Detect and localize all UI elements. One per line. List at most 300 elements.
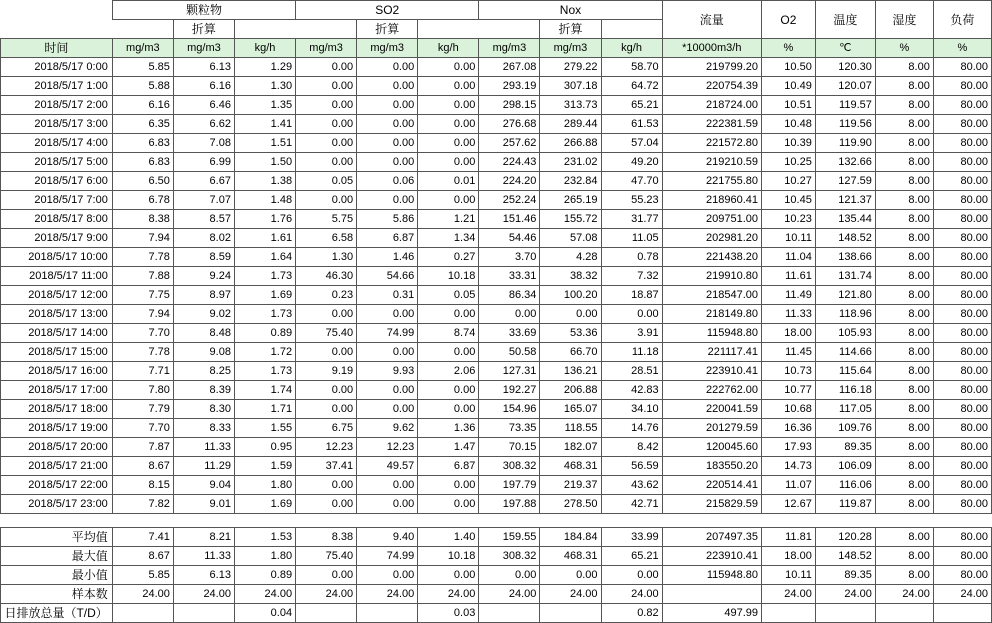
summary-value: 8.00 — [875, 566, 933, 585]
nox-kgh-blank — [601, 20, 662, 39]
summary-value: 0.00 — [540, 566, 601, 585]
row-value: 220514.41 — [662, 476, 761, 495]
row-value: 219210.59 — [662, 153, 761, 172]
row-value: 0.00 — [357, 153, 418, 172]
row-value: 8.00 — [875, 172, 933, 191]
row-value: 7.08 — [173, 134, 234, 153]
summary-label-avg: 平均值 — [1, 528, 113, 547]
particulate-kgh-blank — [234, 20, 295, 39]
row-value: 154.96 — [479, 400, 540, 419]
row-value: 231.02 — [540, 153, 601, 172]
row-value: 120.07 — [815, 77, 875, 96]
table-row — [1, 343, 992, 362]
row-value: 0.06 — [357, 172, 418, 191]
row-value: 1.41 — [234, 115, 295, 134]
row-time: 2018/5/17 21:00 — [1, 457, 113, 476]
row-value: 8.00 — [875, 419, 933, 438]
unit-nox-kgh: kg/h — [601, 39, 662, 58]
row-time: 2018/5/17 8:00 — [1, 210, 113, 229]
row-time: 2018/5/17 14:00 — [1, 324, 113, 343]
row-value: 6.58 — [296, 229, 357, 248]
row-value: 0.00 — [296, 134, 357, 153]
row-value: 118.96 — [815, 305, 875, 324]
row-value: 267.08 — [479, 58, 540, 77]
row-value: 221572.80 — [662, 134, 761, 153]
row-value: 0.27 — [418, 248, 479, 267]
row-value: 2.06 — [418, 362, 479, 381]
row-value: 11.45 — [762, 343, 816, 362]
summary-value — [479, 604, 540, 623]
row-value: 4.28 — [540, 248, 601, 267]
row-value: 0.00 — [296, 343, 357, 362]
row-value: 12.67 — [762, 495, 816, 514]
row-value: 119.57 — [815, 96, 875, 115]
row-value: 80.00 — [933, 248, 991, 267]
row-value: 43.62 — [601, 476, 662, 495]
row-value: 0.00 — [357, 305, 418, 324]
row-value: 0.00 — [357, 96, 418, 115]
row-value: 155.72 — [540, 210, 601, 229]
row-value: 8.57 — [173, 210, 234, 229]
summary-value: 74.99 — [357, 547, 418, 566]
summary-value: 223910.41 — [662, 547, 761, 566]
row-value: 8.00 — [875, 248, 933, 267]
row-value: 6.46 — [173, 96, 234, 115]
row-value: 28.51 — [601, 362, 662, 381]
summary-value — [540, 604, 601, 623]
row-value: 298.15 — [479, 96, 540, 115]
row-value: 1.80 — [234, 476, 295, 495]
summary-value — [357, 604, 418, 623]
row-value: 7.70 — [112, 324, 173, 343]
row-value: 201279.59 — [662, 419, 761, 438]
row-value: 9.62 — [357, 419, 418, 438]
row-value: 1.47 — [418, 438, 479, 457]
summary-value: 24.00 — [112, 585, 173, 604]
row-value: 42.83 — [601, 381, 662, 400]
row-time: 2018/5/17 16:00 — [1, 362, 113, 381]
row-value: 80.00 — [933, 324, 991, 343]
unit-particulate-mgm3-convert: mg/m3 — [173, 39, 234, 58]
row-value: 11.04 — [762, 248, 816, 267]
corner-blank — [1, 1, 113, 20]
row-value: 80.00 — [933, 172, 991, 191]
row-value: 11.29 — [173, 457, 234, 476]
row-value: 80.00 — [933, 96, 991, 115]
row-value: 33.69 — [479, 324, 540, 343]
row-value: 7.70 — [112, 419, 173, 438]
summary-value: 7.41 — [112, 528, 173, 547]
row-value: 61.53 — [601, 115, 662, 134]
summary-value: 65.21 — [601, 547, 662, 566]
row-value: 46.30 — [296, 267, 357, 286]
row-value: 0.00 — [296, 77, 357, 96]
row-time: 2018/5/17 2:00 — [1, 96, 113, 115]
row-value: 80.00 — [933, 58, 991, 77]
row-value: 0.00 — [357, 495, 418, 514]
row-value: 56.59 — [601, 457, 662, 476]
row-value: 8.00 — [875, 362, 933, 381]
row-value: 8.59 — [173, 248, 234, 267]
row-value: 120.30 — [815, 58, 875, 77]
row-value: 0.89 — [234, 324, 295, 343]
table-row — [1, 457, 992, 476]
row-value: 219799.20 — [662, 58, 761, 77]
group-load: 负荷 — [933, 1, 991, 39]
row-value: 8.00 — [875, 286, 933, 305]
row-time: 2018/5/17 20:00 — [1, 438, 113, 457]
row-value: 148.52 — [815, 229, 875, 248]
row-value: 10.25 — [762, 153, 816, 172]
row-value: 224.43 — [479, 153, 540, 172]
row-value: 10.68 — [762, 400, 816, 419]
row-value: 8.39 — [173, 381, 234, 400]
row-value: 7.75 — [112, 286, 173, 305]
row-value: 1.51 — [234, 134, 295, 153]
row-value: 106.09 — [815, 457, 875, 476]
row-value: 119.90 — [815, 134, 875, 153]
row-value: 0.00 — [601, 305, 662, 324]
row-value: 6.83 — [112, 153, 173, 172]
summary-value: 0.89 — [234, 566, 295, 585]
row-time: 2018/5/17 0:00 — [1, 58, 113, 77]
row-value: 0.78 — [601, 248, 662, 267]
row-value: 80.00 — [933, 267, 991, 286]
row-value: 9.08 — [173, 343, 234, 362]
row-value: 0.00 — [296, 191, 357, 210]
particulate-convert-label: 折算 — [173, 20, 234, 39]
unit-load: % — [933, 39, 991, 58]
row-value: 80.00 — [933, 381, 991, 400]
table-row — [1, 58, 992, 77]
summary-value: 89.35 — [815, 566, 875, 585]
row-value: 8.00 — [875, 229, 933, 248]
summary-row-daily — [1, 604, 992, 623]
row-value: 1.64 — [234, 248, 295, 267]
row-value: 276.68 — [479, 115, 540, 134]
row-value: 7.78 — [112, 248, 173, 267]
row-value: 222381.59 — [662, 115, 761, 134]
row-value: 116.06 — [815, 476, 875, 495]
table-row — [1, 96, 992, 115]
summary-value: 0.00 — [357, 566, 418, 585]
row-value: 202981.20 — [662, 229, 761, 248]
row-time: 2018/5/17 11:00 — [1, 267, 113, 286]
row-value: 8.00 — [875, 210, 933, 229]
row-value: 1.55 — [234, 419, 295, 438]
row-value: 0.00 — [296, 476, 357, 495]
row-value: 1.29 — [234, 58, 295, 77]
nox-convert-label: 折算 — [540, 20, 601, 39]
row-value: 119.87 — [815, 495, 875, 514]
table-row — [1, 229, 992, 248]
summary-value — [762, 604, 816, 623]
row-value: 0.00 — [296, 305, 357, 324]
row-value: 223910.41 — [662, 362, 761, 381]
row-value: 54.66 — [357, 267, 418, 286]
row-value: 8.00 — [875, 305, 933, 324]
row-value: 6.50 — [112, 172, 173, 191]
table-row — [1, 476, 992, 495]
row-value: 8.00 — [875, 77, 933, 96]
row-time: 2018/5/17 6:00 — [1, 172, 113, 191]
summary-row-max — [1, 547, 992, 566]
row-value: 57.04 — [601, 134, 662, 153]
unit-so2-mgm3: mg/m3 — [296, 39, 357, 58]
row-value: 11.33 — [173, 438, 234, 457]
row-value: 121.37 — [815, 191, 875, 210]
row-value: 219910.80 — [662, 267, 761, 286]
row-value: 224.20 — [479, 172, 540, 191]
row-value: 10.18 — [418, 267, 479, 286]
row-time: 2018/5/17 10:00 — [1, 248, 113, 267]
row-value: 1.36 — [418, 419, 479, 438]
group-humidity: 湿度 — [875, 1, 933, 39]
row-value: 18.87 — [601, 286, 662, 305]
row-value: 7.71 — [112, 362, 173, 381]
row-value: 0.00 — [357, 400, 418, 419]
table-row — [1, 153, 992, 172]
row-value: 86.34 — [479, 286, 540, 305]
summary-value: 0.82 — [601, 604, 662, 623]
row-value: 18.00 — [762, 324, 816, 343]
row-value: 10.49 — [762, 77, 816, 96]
row-value: 80.00 — [933, 343, 991, 362]
row-value: 182.07 — [540, 438, 601, 457]
summary-value: 0.00 — [601, 566, 662, 585]
row-value: 0.01 — [418, 172, 479, 191]
row-value: 0.00 — [418, 343, 479, 362]
summary-value: 148.52 — [815, 547, 875, 566]
row-value: 8.42 — [601, 438, 662, 457]
row-value: 1.38 — [234, 172, 295, 191]
table-row — [1, 210, 992, 229]
row-value: 115.64 — [815, 362, 875, 381]
row-value: 6.99 — [173, 153, 234, 172]
row-value: 0.00 — [540, 305, 601, 324]
row-value: 10.73 — [762, 362, 816, 381]
row-value: 11.18 — [601, 343, 662, 362]
row-value: 5.75 — [296, 210, 357, 229]
row-value: 1.21 — [418, 210, 479, 229]
row-value: 6.13 — [173, 58, 234, 77]
row-time: 2018/5/17 17:00 — [1, 381, 113, 400]
row-value: 131.74 — [815, 267, 875, 286]
summary-value: 468.31 — [540, 547, 601, 566]
row-value: 1.59 — [234, 457, 295, 476]
row-value: 80.00 — [933, 305, 991, 324]
row-value: 278.50 — [540, 495, 601, 514]
row-value: 266.88 — [540, 134, 601, 153]
summary-value: 0.00 — [418, 566, 479, 585]
row-value: 8.48 — [173, 324, 234, 343]
row-value: 3.91 — [601, 324, 662, 343]
summary-value: 24.00 — [357, 585, 418, 604]
row-value: 279.22 — [540, 58, 601, 77]
so2-convert-label: 折算 — [357, 20, 418, 39]
table-row — [1, 419, 992, 438]
row-value: 0.00 — [357, 343, 418, 362]
row-value: 8.74 — [418, 324, 479, 343]
table-row — [1, 134, 992, 153]
row-value: 0.00 — [418, 400, 479, 419]
row-value: 0.00 — [357, 191, 418, 210]
row-value: 0.00 — [418, 96, 479, 115]
row-value: 308.32 — [479, 457, 540, 476]
row-value: 9.02 — [173, 305, 234, 324]
row-time: 2018/5/17 15:00 — [1, 343, 113, 362]
summary-row-count — [1, 585, 992, 604]
summary-value: 0.00 — [296, 566, 357, 585]
unit-flow: *10000m3/h — [662, 39, 761, 58]
row-time: 2018/5/17 22:00 — [1, 476, 113, 495]
row-value: 313.73 — [540, 96, 601, 115]
row-value: 10.39 — [762, 134, 816, 153]
row-value: 127.31 — [479, 362, 540, 381]
row-value: 8.00 — [875, 400, 933, 419]
row-value: 11.49 — [762, 286, 816, 305]
row-value: 9.24 — [173, 267, 234, 286]
table-body — [1, 58, 992, 514]
row-value: 1.61 — [234, 229, 295, 248]
row-value: 8.00 — [875, 324, 933, 343]
unit-o2: % — [762, 39, 816, 58]
row-value: 221117.41 — [662, 343, 761, 362]
row-time: 2018/5/17 1:00 — [1, 77, 113, 96]
row-value: 7.78 — [112, 343, 173, 362]
table-row — [1, 191, 992, 210]
table-row — [1, 77, 992, 96]
row-value: 80.00 — [933, 286, 991, 305]
row-value: 0.00 — [296, 58, 357, 77]
row-value: 17.93 — [762, 438, 816, 457]
summary-value: 8.38 — [296, 528, 357, 547]
row-value: 468.31 — [540, 457, 601, 476]
table-row — [1, 172, 992, 191]
row-value: 307.18 — [540, 77, 601, 96]
row-value: 0.00 — [418, 153, 479, 172]
summary-value: 207497.35 — [662, 528, 761, 547]
row-value: 37.41 — [296, 457, 357, 476]
summary-label-max: 最大值 — [1, 547, 113, 566]
unit-header-row — [1, 39, 992, 58]
summary-value: 0.04 — [234, 604, 295, 623]
row-value: 10.23 — [762, 210, 816, 229]
row-value: 252.24 — [479, 191, 540, 210]
row-value: 151.46 — [479, 210, 540, 229]
summary-label-daily: 日排放总量（T/D） — [1, 604, 113, 623]
summary-row-avg — [1, 528, 992, 547]
row-value: 12.23 — [357, 438, 418, 457]
row-value: 8.00 — [875, 267, 933, 286]
row-value: 192.27 — [479, 381, 540, 400]
row-value: 0.00 — [479, 305, 540, 324]
row-time: 2018/5/17 13:00 — [1, 305, 113, 324]
row-value: 55.23 — [601, 191, 662, 210]
row-value: 7.82 — [112, 495, 173, 514]
row-value: 8.02 — [173, 229, 234, 248]
row-value: 0.00 — [418, 476, 479, 495]
row-value: 127.59 — [815, 172, 875, 191]
summary-value: 8.00 — [875, 528, 933, 547]
row-value: 114.66 — [815, 343, 875, 362]
row-value: 0.00 — [418, 77, 479, 96]
row-value: 218724.00 — [662, 96, 761, 115]
table-row — [1, 495, 992, 514]
summary-value — [933, 604, 991, 623]
row-value: 220754.39 — [662, 77, 761, 96]
summary-value: 33.99 — [601, 528, 662, 547]
row-time: 2018/5/17 12:00 — [1, 286, 113, 305]
summary-value: 120.28 — [815, 528, 875, 547]
row-value: 5.86 — [357, 210, 418, 229]
summary-value: 0.03 — [418, 604, 479, 623]
row-value: 34.10 — [601, 400, 662, 419]
summary-value: 1.80 — [234, 547, 295, 566]
so2-kgh-blank — [418, 20, 479, 39]
row-value: 64.72 — [601, 77, 662, 96]
row-value: 75.40 — [296, 324, 357, 343]
row-value: 10.11 — [762, 229, 816, 248]
row-value: 0.00 — [418, 134, 479, 153]
unit-so2-kgh: kg/h — [418, 39, 479, 58]
row-value: 222762.00 — [662, 381, 761, 400]
row-value: 1.71 — [234, 400, 295, 419]
row-value: 65.21 — [601, 96, 662, 115]
row-value: 1.76 — [234, 210, 295, 229]
row-value: 7.94 — [112, 229, 173, 248]
row-time: 2018/5/17 18:00 — [1, 400, 113, 419]
row-time: 2018/5/17 9:00 — [1, 229, 113, 248]
row-value: 132.66 — [815, 153, 875, 172]
summary-value: 8.21 — [173, 528, 234, 547]
row-value: 10.51 — [762, 96, 816, 115]
row-value: 6.67 — [173, 172, 234, 191]
row-value: 80.00 — [933, 438, 991, 457]
row-value: 197.79 — [479, 476, 540, 495]
row-value: 6.16 — [173, 77, 234, 96]
row-value: 8.00 — [875, 134, 933, 153]
summary-value: 75.40 — [296, 547, 357, 566]
row-value: 0.00 — [357, 77, 418, 96]
summary-value: 24.00 — [875, 585, 933, 604]
row-value: 8.00 — [875, 153, 933, 172]
summary-value: 1.53 — [234, 528, 295, 547]
row-value: 218149.80 — [662, 305, 761, 324]
table-row — [1, 115, 992, 134]
row-value: 6.78 — [112, 191, 173, 210]
row-value: 11.07 — [762, 476, 816, 495]
summary-value — [296, 604, 357, 623]
row-value: 0.00 — [296, 381, 357, 400]
row-value: 0.00 — [296, 115, 357, 134]
row-value: 16.36 — [762, 419, 816, 438]
row-value: 89.35 — [815, 438, 875, 457]
summary-value: 8.67 — [112, 547, 173, 566]
row-value: 209751.00 — [662, 210, 761, 229]
row-value: 0.95 — [234, 438, 295, 457]
table-row — [1, 381, 992, 400]
row-value: 220041.59 — [662, 400, 761, 419]
row-value: 74.99 — [357, 324, 418, 343]
row-value: 9.04 — [173, 476, 234, 495]
row-value: 109.76 — [815, 419, 875, 438]
summary-value: 24.00 — [173, 585, 234, 604]
row-value: 7.07 — [173, 191, 234, 210]
row-value: 135.44 — [815, 210, 875, 229]
row-value: 1.48 — [234, 191, 295, 210]
row-value: 1.69 — [234, 286, 295, 305]
